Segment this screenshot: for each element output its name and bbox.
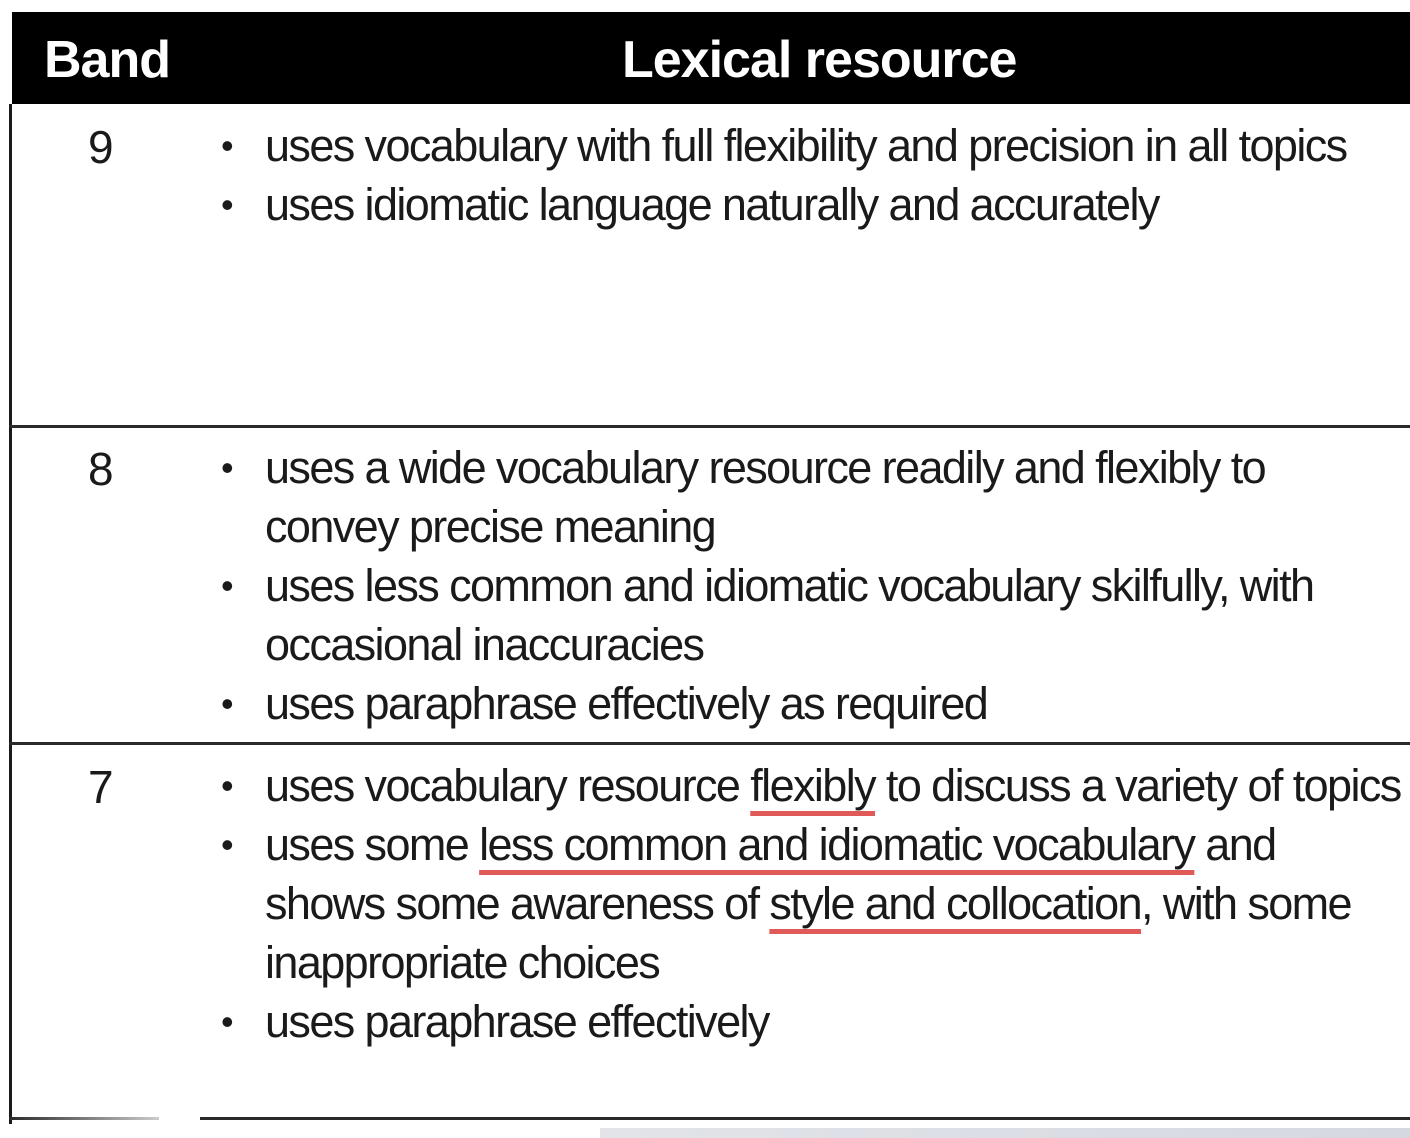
underlined-highlight: flexibly xyxy=(750,760,876,811)
descriptor-text: and shows some awareness of xyxy=(265,819,1276,929)
list-item xyxy=(215,992,1405,1051)
descriptor-text: uses vocabulary with full flexibility and precision in all topics xyxy=(265,120,1347,171)
band-8-descriptors xyxy=(215,438,1405,733)
descriptor-text: to discuss a variety of topics xyxy=(875,760,1401,811)
descriptor-text: uses a wide vocabulary resource readily and flexibly to convey precise meaning xyxy=(265,442,1266,552)
bullet-icon: • xyxy=(221,565,233,606)
header-band-label: Band xyxy=(44,31,170,89)
list-item xyxy=(215,116,1405,175)
descriptor-text: uses idiomatic language naturally and accurately xyxy=(265,179,1159,230)
descriptor-text: uses paraphrase effectively xyxy=(265,996,769,1047)
descriptor-text: uses some xyxy=(265,819,480,870)
descriptor-text: , with some inappropriate choices xyxy=(265,878,1351,988)
band-9-descriptors xyxy=(215,116,1405,234)
band-number: 8 xyxy=(88,443,113,495)
list-item xyxy=(215,438,1405,556)
list-item xyxy=(215,756,1405,815)
descriptor-text: uses less common and idiomatic vocabulary skilfully, with occasional inaccuracies xyxy=(265,560,1314,670)
bullet-icon: • xyxy=(221,184,233,225)
bottom-edge-shadow xyxy=(600,1128,1410,1138)
bullet-icon: • xyxy=(221,824,233,865)
band-number: 9 xyxy=(88,121,113,173)
list-item xyxy=(215,815,1405,992)
band-7-descriptors xyxy=(215,756,1405,1051)
table-bottom-border xyxy=(200,1117,1410,1120)
list-item xyxy=(215,556,1405,674)
list-item xyxy=(215,175,1405,234)
list-item xyxy=(215,674,1405,733)
bullet-icon: • xyxy=(221,447,233,488)
descriptor-text: uses paraphrase effectively as required xyxy=(265,678,988,729)
header-lexical-resource-label: Lexical resource xyxy=(622,31,1017,89)
underlined-highlight: less common and idiomatic vocabulary xyxy=(479,819,1195,870)
bullet-icon: • xyxy=(221,683,233,724)
band-number: 7 xyxy=(88,761,113,813)
descriptor-text: uses vocabulary resource xyxy=(265,760,751,811)
bullet-icon: • xyxy=(221,765,233,806)
underlined-highlight: style and collocation xyxy=(769,878,1142,929)
bullet-icon: • xyxy=(221,1001,233,1042)
row-divider xyxy=(9,742,1410,745)
table-bottom-border xyxy=(9,1117,159,1120)
bullet-icon: • xyxy=(221,125,233,166)
table-header xyxy=(12,12,1410,104)
row-divider xyxy=(9,425,1410,428)
table-left-border xyxy=(9,104,12,1124)
